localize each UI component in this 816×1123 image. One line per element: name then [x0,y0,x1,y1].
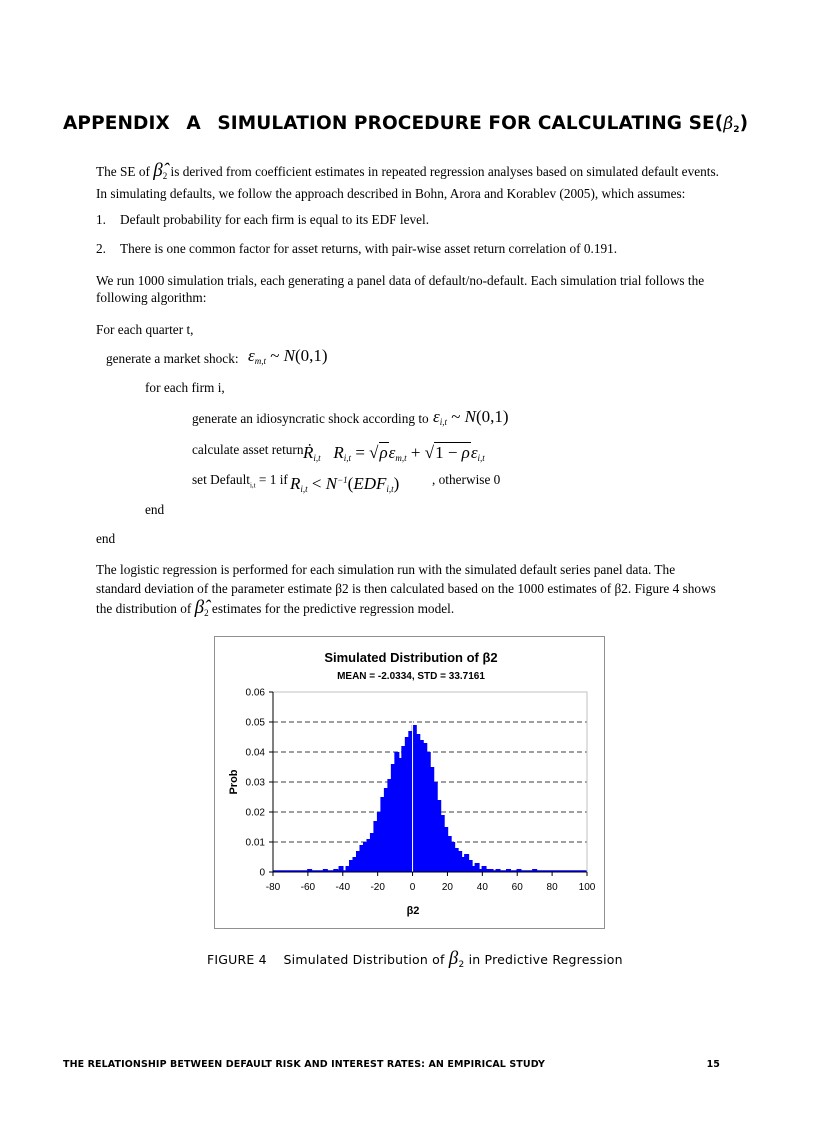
list-number: 1. [96,212,106,227]
chart-title: Simulated Distribution of β2 [324,650,498,665]
page-number: 15 [706,1059,720,1070]
figure-caption [207,948,623,970]
algo-for-firm: for each firm i, [145,380,225,395]
list-item [96,240,618,257]
intro-text-2: is derived from coefficient estimates in repeated regression analyses based on simulated default events. In simulating defaults, we follow the approach described in Bohn, Arora and Korablev (2005), which assumes: [96,164,719,201]
x-tick-label: 100 [578,882,596,893]
set-default-text-2: = 1 if [255,472,288,487]
y-tick-label: 0.04 [245,747,265,759]
logit-text-1: The logistic regression is performed for each simulation run with the simulated default series panel data. The standard deviation of the parameter estimate β2 is then calculated based on the 1000 estimates of β2. Figure 4 shows the distribution of [96,562,716,616]
x-tick-label: 60 [511,882,523,893]
appendix-letter: A [186,113,201,134]
appendix-title: SIMULATION PROCEDURE FOR CALCULATING SE( [217,113,724,134]
appendix-heading [63,113,748,135]
chart-xlabel: β2 [406,905,420,917]
y-tick-label: 0.01 [245,837,265,849]
y-tick-label: 0 [259,867,265,879]
list-number: 2. [96,241,106,256]
intro-text-1: The SE of [96,164,154,179]
x-tick-label: 20 [441,882,454,893]
algo-calc-asset: calculate asset return [192,442,304,457]
algo-gen-idio: generate an idiosyncratic shock according to [192,411,429,426]
intro-paragraph [96,162,721,202]
algo-end-outer: end [96,531,116,546]
market-shock-formula: $\varepsilon_{m,t}$ ~ N(0,1) [248,346,328,366]
logit-beta-symbol: β̂ [194,597,205,618]
idio-shock-formula: $\varepsilon_{i,t}$ ~ N(0,1) [433,407,509,427]
set-default-sub: i,t [249,481,256,490]
logit-paragraph [96,560,721,623]
intro-beta-symbol: β̂ [153,160,163,181]
set-default-text: set Default [192,472,250,487]
y-tick-label: 0.06 [245,687,265,699]
x-tick-label: 40 [476,882,488,893]
footer-title: THE RELATIONSHIP BETWEEN DEFAULT RISK AND INTEREST RATES: AN EMPIRICAL STUDY [63,1059,545,1070]
y-tick-label: 0.05 [245,717,265,729]
intro-beta-sub: 2 [162,171,168,181]
heading-close: ) [739,113,749,134]
heading-beta-symbol: β̂ [723,114,734,134]
chart-ylabel: Prob [228,769,240,795]
default-condition-formula: $R_{i,t} < N^{-1}(EDF_{i,t})$ [290,474,400,494]
caption-text-1: Simulated Distribution of [283,952,449,967]
x-tick-label: -20 [370,882,385,893]
algo-gen-market: generate a market shock: [106,351,239,366]
list-text: Default probability for each firm is equal to its EDF level. [120,212,430,227]
x-tick-label: 80 [546,882,558,893]
asset-return-formula: Ṙ$_{i,t}$ $R_{i,t} = √\rho\varepsilon_{m,t} + √1 - \rho\varepsilon_{i,t}$ [303,443,485,463]
logit-beta-sub: 2 [204,608,209,618]
y-tick-label: 0.02 [245,807,265,819]
x-tick-label: 0 [409,882,416,893]
figure-number: FIGURE 4 [207,952,267,967]
logit-text-2: estimates for the predictive regression model. [208,601,455,616]
algo-end-inner: end [145,502,165,517]
x-tick-label: -40 [335,882,351,893]
page-footer [63,1059,720,1070]
algo-otherwise: , otherwise 0 [432,472,501,487]
chart-subtitle: MEAN = -2.0334, STD = 33.7161 [337,671,485,682]
distribution-chart [214,636,605,929]
chart-svg [215,637,604,928]
caption-beta-sub: 2 [458,960,465,970]
list-text: There is one common factor for asset returns, with pair-wise asset return correlation of 0.191. [120,241,618,256]
caption-text-2: in Predictive Regression [464,952,623,967]
algo-set-default [192,471,288,495]
x-tick-label: -80 [265,882,281,893]
appendix-label: APPENDIX [63,113,170,134]
run-paragraph: We run 1000 simulation trials, each generating a panel data of default/no-default. Each simulation trial follows the following algorithm: [96,273,705,305]
list-item [96,211,430,228]
algo-for-quarter: For each quarter t, [96,322,194,337]
x-tick-label: -60 [300,882,316,893]
caption-beta-symbol: β [448,948,459,969]
heading-beta-sub: 2 [733,125,740,135]
y-tick-label: 0.03 [245,777,265,789]
